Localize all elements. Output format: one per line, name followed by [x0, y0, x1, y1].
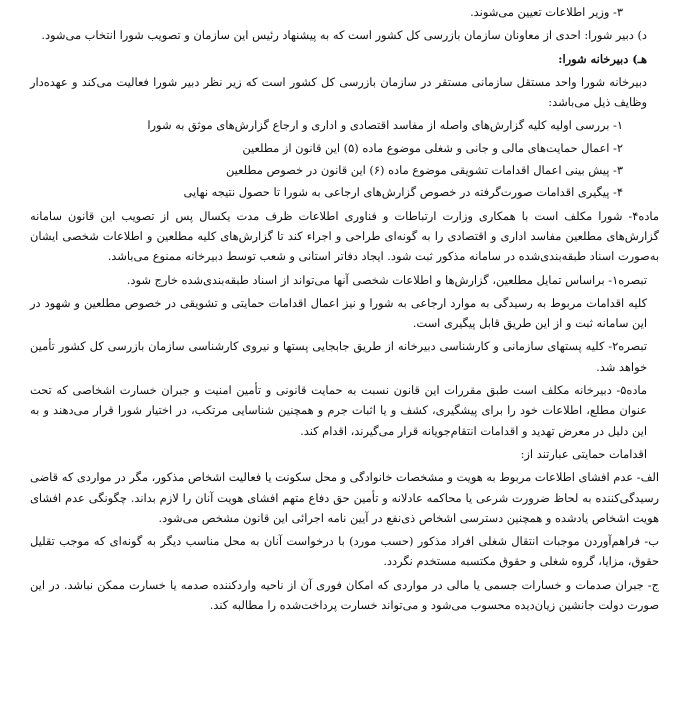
paragraph-measure-be: ب- فراهم‌آوردن موجبات انتقال شغلی افراد مذکور (حسب مورد) با درخواست آنان به محل مناسب دیگر به گونه‌ای که موجب تقلیل حقوق، مزایا، گروه شغلی و حقوق مکتسبه مستخدم نگردد.: [30, 534, 659, 569]
paragraph-protective-measures: اقدامات حمایتی عبارتند از:: [520, 446, 647, 461]
paragraph-measure-alef: الف- عدم افشای اطلاعات مربوط به هویت و مشخصات خانوادگی و محل سکونت یا فعالیت اشخاص مذکور، مگر در مواردی که قاضی رسیدگی‌کننده به لحاظ ضرورت شرعی یا محاکمه عادلانه و تأمین حق دفاع متهم افشای هویت آنان را لازم بداند. چگونگی عدم افشای هویت اشخاص یادشده و همچنین دسترسی اشخاص ذی‌نفع در آیین نامه اجرائی این قانون مشخص می‌شود.: [30, 470, 659, 525]
list-item-4: ۴- پیگیری اقدامات صورت‌گرفته در خصوص گزارش‌های ارجاعی به شورا تا حصول نتیجه نهایی: [183, 185, 623, 200]
paragraph-article-5: ماده۵- دبیرخانه مکلف است طبق مقررات این قانون نسبت به حمایت قانونی و تأمین امنیت و جبران خسارت اشخاصی که تحت عنوان مطلع، اطلاعات خود را برای پیشگیری، کشف و یا اثبات جرم و همچنین شناسایی مرتکب، در اختیار شورا قرار می‌دهند و به این دلیل در معرض تهدید و اقدامات انتقام‌جویانه قرار می‌گیرند، اقدام کند.: [30, 383, 647, 438]
list-item-2: ۲- اعمال حمایت‌های مالی و جانی و شغلی موضوع ماده (۵) این قانون از مطلعین: [242, 140, 623, 155]
paragraph-note-1: تبصره۱- براساس تمایل مطلعین، گزارش‌ها و اطلاعات شخصی آنها می‌تواند از اسناد طبقه‌بندی‌شده خارج شود.: [126, 272, 647, 287]
paragraph-secretariat: دبیرخانه شورا واحد مستقل سازمانی مستقر در سازمان بازرسی کل کشور است که زیر نظر دبیر شورا فعالیت می‌کند و عهده‌دار وظایف ذیل می‌باشد:: [30, 74, 647, 110]
list-item-3: ۳- پیش بینی اعمال اقدامات تشویقی موضوع ماده (۶) این قانون در خصوص مطلعین: [226, 163, 623, 178]
paragraph-article-4: ماده۴- شورا مکلف است با همکاری وزارت ارتباطات و فناوری اطلاعات ظرف مدت یکسال پس از تصویب این قانون سامانه گزارش‌های مطلعین مفاسد اداری و اقتصادی را به گونه‌ای طراحی و اجراء کند تا گزارش‌های کلیه مطلعین و اطلاعات شخصی ایشان به‌صورت اسناد طبقه‌بندی‌شده در سامانه مذکور ثبت شود. ایجاد دفاتر استانی و شعب توسط دبیرخانه ممنوع می‌باشد.: [30, 208, 659, 264]
paragraph-measure-jim: ج- جبران صدمات و خسارات جسمی یا مالی در مواردی که امکان فوری آن از ناحیه واردکننده صدمه یا خسارت ممکن نباشد. در این صورت دولت جانشین زیان‌دیده محسوب می‌شود و می‌تواند خسارت پرداخت‌شده را مطالبه کند.: [30, 577, 659, 613]
paragraph-secretary: د) دبیر شورا: احدی از معاونان سازمان بازرسی کل کشور است که به پیشنهاد رئیس این سازمان و تصویب شورا انتخاب می‌شود.: [41, 28, 647, 43]
section-heading-secretariat: هـ) دبیرخانه شورا:: [558, 51, 647, 66]
paragraph-note-2: تبصره۲- کلیه پستهای سازمانی و کارشناسی دبیرخانه از طریق جابجایی پستها و نیروی کارشناسی سازمان بازرسی کل کشور تأمین خواهد شد.: [30, 339, 647, 374]
paragraph-item-3: ۳- وزیر اطلاعات تعیین می‌شوند.: [470, 5, 623, 19]
list-item-1: ۱- بررسی اولیه کلیه گزارش‌های واصله از مفاسد اقتصادی و اداری و ارجاع گزارش‌های موثق به شورا: [147, 118, 623, 133]
paragraph-note-1-cont: کلیه اقدامات مربوط به رسیدگی به موارد ارجاعی به شورا و نیز اعمال اقدامات حمایتی و تشویقی در خصوص مطلعین و شهود در این سامانه ثبت و از این طریق قابل پیگیری است.: [30, 295, 647, 331]
